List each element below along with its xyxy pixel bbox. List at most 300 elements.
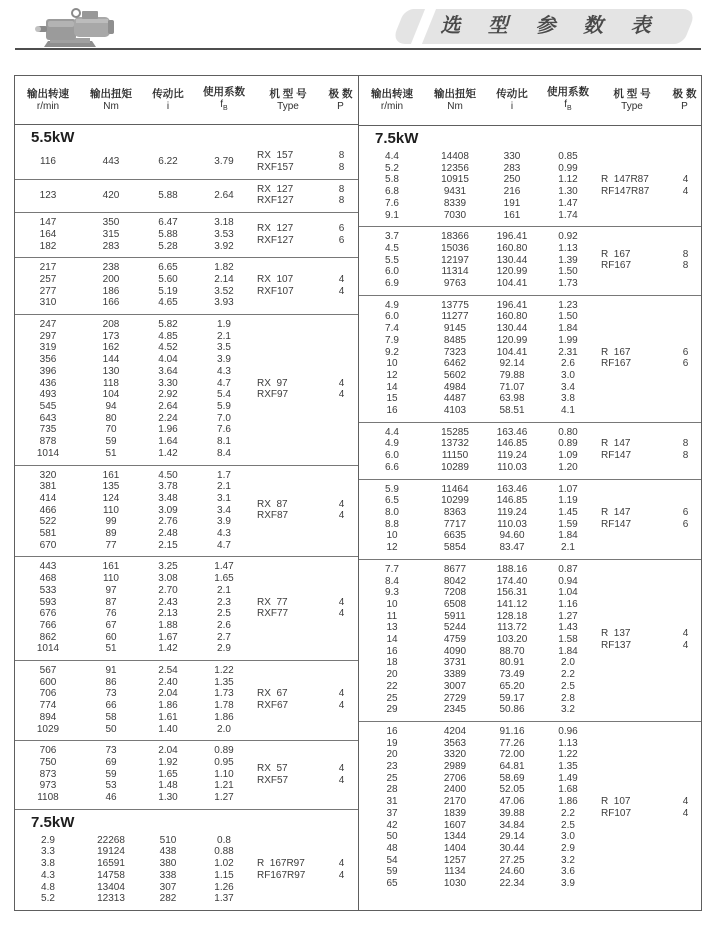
table-row [15, 643, 253, 655]
ratio-group [15, 257, 358, 314]
output-speed-value: 7.6 [385, 197, 399, 209]
output-speed-value: 23 [386, 761, 398, 773]
pole-count: 6 [682, 506, 689, 518]
model-row [253, 608, 359, 620]
output-speed-value: 59 [386, 866, 398, 878]
output-speed-value: 6.8 [385, 186, 399, 198]
output-speed-value: 545 [39, 400, 57, 412]
table-row [15, 413, 253, 425]
table-row [15, 389, 253, 401]
ratio-value: 1.86 [158, 700, 178, 712]
output-torque-value: 50 [105, 723, 117, 735]
output-speed-value: 50 [386, 831, 398, 843]
service-factor-value: 1.49 [558, 772, 578, 784]
output-torque-value: 7208 [443, 587, 467, 599]
ratio-value: 6.65 [158, 262, 178, 274]
service-factor-value: 3.1 [217, 492, 231, 504]
model-type: RXF87 [257, 510, 289, 522]
model-type: RXF157 [257, 162, 294, 174]
pole-count: 8 [682, 438, 689, 450]
group-data-rows [15, 156, 253, 168]
ratio-value: 3.48 [158, 492, 178, 504]
table-row [359, 507, 597, 519]
table-row [15, 493, 253, 505]
service-factor-value: 1.27 [214, 792, 234, 804]
model-type: R 147 [601, 506, 631, 518]
table-row [15, 366, 253, 378]
ratio-value: 2.76 [158, 516, 178, 528]
output-speed-value: 4.3 [41, 869, 55, 881]
table-row [15, 712, 253, 724]
output-speed-value: 5.9 [385, 483, 399, 495]
pole-count: 8 [682, 450, 689, 462]
model-type: RX 97 [257, 377, 288, 389]
output-speed-value: 13 [386, 622, 398, 634]
table-row [359, 438, 597, 450]
output-torque-value: 162 [102, 342, 120, 354]
service-factor-value: 1.50 [558, 266, 578, 278]
service-factor-value: 2.6 [561, 358, 575, 370]
pole-count: 4 [338, 510, 345, 522]
model-type: RF147 [601, 518, 632, 530]
output-torque-value: 283 [102, 240, 120, 252]
table-row [15, 528, 253, 540]
ratio-value: 141.12 [496, 598, 528, 610]
ratio-value: 4.52 [158, 342, 178, 354]
pole-count: 6 [682, 346, 689, 358]
output-torque-value: 10289 [441, 461, 469, 473]
table-row [359, 634, 597, 646]
group-data-rows [359, 231, 597, 290]
service-factor-value: 1.30 [558, 186, 578, 198]
service-factor-value: 0.94 [558, 575, 578, 587]
table-row [359, 393, 597, 405]
ratio-value: 2.15 [158, 539, 178, 551]
table-row [359, 323, 597, 335]
service-factor-value: 3.8 [561, 393, 575, 405]
ratio-value: 130.44 [496, 323, 528, 335]
service-factor-value: 1.19 [558, 495, 578, 507]
ratio-value: 64.81 [499, 761, 525, 773]
output-speed-value: 3.8 [41, 858, 55, 870]
table-row [359, 495, 597, 507]
table-row [15, 792, 253, 804]
ratio-value: 163.46 [496, 426, 528, 438]
group-models [597, 507, 702, 530]
pole-count: 4 [682, 796, 689, 808]
table-row [15, 585, 253, 597]
output-speed-value: 16 [386, 645, 398, 657]
service-factor-value: 7.0 [217, 412, 231, 424]
pole-count: 4 [338, 389, 345, 401]
service-factor-value: 1.13 [558, 242, 578, 254]
model-row [253, 775, 359, 787]
service-factor-value: 2.9 [561, 842, 575, 854]
ratio-value: 160.80 [496, 311, 528, 323]
service-factor-value: 3.93 [214, 297, 234, 309]
group-models [253, 223, 359, 246]
service-factor-value: 1.86 [558, 796, 578, 808]
ratio-value: 52.05 [499, 784, 525, 796]
ratio-value: 1.92 [158, 756, 178, 768]
group-models [253, 858, 359, 881]
output-torque-value: 53 [105, 780, 117, 792]
output-torque-value: 2170 [443, 796, 467, 808]
table-row [359, 335, 597, 347]
model-row [253, 150, 359, 162]
ratio-value: 104.41 [496, 346, 528, 358]
output-torque-value: 15036 [441, 242, 469, 254]
output-torque-value: 2706 [443, 772, 467, 784]
ratio-value: 113.72 [497, 622, 527, 634]
service-factor-value: 0.8 [217, 834, 231, 846]
output-speed-value: 706 [39, 688, 57, 700]
ratio-value: 27.25 [499, 854, 525, 866]
ratio-value: 6.22 [158, 156, 178, 168]
service-factor-value: 1.84 [558, 323, 578, 335]
model-type: R 107 [601, 796, 631, 808]
output-torque-value: 1257 [443, 854, 467, 866]
table-row [359, 484, 597, 496]
table-row [359, 542, 597, 554]
output-torque-value: 8485 [443, 334, 467, 346]
output-speed-value: 18 [386, 657, 398, 669]
output-torque-value: 6508 [443, 598, 467, 610]
output-torque-value: 10915 [441, 174, 469, 186]
pole-count: 4 [682, 807, 689, 819]
table-row [359, 311, 597, 323]
output-torque-value: 13775 [441, 299, 469, 311]
ratio-value: 1.42 [158, 643, 178, 655]
ratio-value: 3.30 [158, 377, 178, 389]
ratio-value: 22.34 [499, 878, 525, 890]
output-speed-value: 20 [386, 669, 398, 681]
output-speed-value: 676 [39, 608, 57, 620]
table-row [359, 784, 597, 796]
col-poles: 极 数 P [328, 87, 353, 112]
output-speed-value: 5.2 [385, 162, 399, 174]
table-row [359, 278, 597, 290]
table-row [15, 319, 253, 331]
ratio-group [15, 831, 358, 910]
ratio-group [15, 465, 358, 557]
table-row [359, 599, 597, 611]
ratio-value: 307 [159, 881, 177, 893]
output-torque-value: 2729 [443, 692, 467, 704]
output-torque-value: 46 [105, 792, 117, 804]
service-factor-value: 2.1 [217, 481, 231, 493]
output-torque-value: 161 [102, 469, 120, 481]
output-torque-value: 87 [105, 596, 117, 608]
service-factor-value: 1.27 [558, 610, 578, 622]
col-output-torque: 输出扭矩 Nm [434, 88, 476, 112]
table-row [15, 297, 253, 309]
output-speed-value: 37 [386, 807, 398, 819]
service-factor-value: 1.65 [214, 573, 234, 585]
output-torque-value: 51 [105, 447, 117, 459]
output-torque-value: 3563 [443, 737, 467, 749]
service-factor-value: 2.2 [561, 669, 575, 681]
pole-count: 4 [338, 869, 345, 881]
output-torque-value: 9763 [443, 278, 467, 290]
output-torque-value: 11314 [441, 266, 469, 278]
service-factor-value: 1.39 [558, 254, 578, 266]
output-torque-value: 8363 [443, 506, 467, 518]
table-row [359, 382, 597, 394]
service-factor-value: 1.99 [558, 334, 578, 346]
service-factor-value: 5.4 [217, 389, 231, 401]
output-speed-value: 862 [39, 631, 57, 643]
model-row [253, 510, 359, 522]
ratio-value: 2.92 [158, 389, 178, 401]
pole-count: 4 [682, 186, 689, 198]
output-torque-value: 9145 [443, 323, 467, 335]
table-row [15, 229, 253, 241]
ratio-group [15, 556, 358, 660]
output-torque-value: 1344 [443, 831, 467, 843]
output-speed-value: 894 [39, 711, 57, 723]
group-data-rows [359, 300, 597, 417]
group-data-rows [359, 564, 597, 716]
service-factor-value: 3.79 [214, 156, 234, 168]
output-speed-value: 4.4 [385, 151, 399, 162]
output-torque-value: 124 [102, 492, 120, 504]
output-torque-value: 443 [102, 156, 120, 168]
output-speed-value: 436 [39, 377, 57, 389]
ratio-value: 163.46 [496, 483, 528, 495]
col-output-speed: 输出转速 r/min [27, 87, 69, 112]
output-speed-value: 567 [39, 665, 57, 677]
group-models [253, 150, 359, 173]
ratio-value: 104.41 [496, 278, 528, 290]
ratio-value: 65.20 [499, 680, 525, 692]
ratio-value: 88.70 [499, 645, 525, 657]
model-type: RXF127 [257, 234, 294, 246]
model-type: RX 77 [257, 596, 288, 608]
output-speed-value: 466 [39, 504, 57, 516]
table-body-right [359, 126, 701, 910]
service-factor-value: 1.50 [558, 311, 578, 323]
pole-count: 8 [338, 162, 345, 174]
table-row [15, 262, 253, 274]
ratio-value: 63.98 [499, 393, 525, 405]
output-torque-value: 1404 [443, 842, 467, 854]
output-speed-value: 735 [39, 424, 57, 436]
model-row [597, 174, 702, 186]
output-speed-value: 277 [39, 285, 57, 297]
ratio-value: 380 [159, 858, 177, 870]
ratio-value: 4.50 [158, 469, 178, 481]
output-speed-value: 25 [386, 692, 398, 704]
ratio-value: 130.44 [496, 254, 528, 266]
service-factor-value: 1.73 [558, 278, 578, 290]
model-row [253, 499, 359, 511]
output-torque-value: 173 [102, 330, 120, 342]
output-speed-value: 310 [39, 297, 57, 309]
model-row [597, 260, 702, 272]
group-data-rows [359, 484, 597, 554]
output-speed-value: 6.5 [385, 495, 399, 507]
output-speed-value: 973 [39, 780, 57, 792]
output-torque-value: 161 [102, 561, 120, 573]
service-factor-value: 1.84 [558, 645, 578, 657]
output-torque-value: 1134 [444, 866, 466, 878]
table-row [359, 370, 597, 382]
output-torque-value: 80 [105, 412, 117, 424]
service-factor-value: 1.58 [558, 634, 578, 646]
ratio-value: 39.88 [499, 807, 525, 819]
model-row [597, 808, 702, 820]
service-factor-value: 3.2 [561, 704, 575, 716]
ratio-value: 110.03 [497, 461, 527, 473]
column-header-left [15, 76, 358, 125]
ratio-group [15, 146, 358, 178]
service-factor-value: 3.6 [561, 866, 575, 878]
output-speed-value: 19 [386, 737, 398, 749]
service-factor-value: 2.8 [561, 692, 575, 704]
output-torque-value: 89 [105, 528, 117, 540]
output-speed-value: 6.9 [385, 278, 399, 290]
service-factor-value: 1.9 [217, 319, 231, 331]
model-type: RX 107 [257, 273, 294, 285]
model-row [597, 438, 702, 450]
ratio-value: 196.41 [496, 299, 528, 311]
group-models [253, 499, 359, 522]
output-torque-value: 60 [105, 631, 117, 643]
output-speed-value: 12 [386, 369, 398, 381]
output-speed-value: 297 [39, 330, 57, 342]
table-row [359, 866, 597, 878]
pole-count: 8 [338, 183, 345, 195]
table-row [15, 481, 253, 493]
model-row [597, 347, 702, 359]
output-torque-value: 5854 [443, 542, 467, 554]
pole-count: 4 [338, 858, 345, 870]
ratio-value: 50.86 [499, 704, 525, 716]
ratio-value: 250 [503, 174, 521, 186]
table-row [359, 151, 597, 163]
group-data-rows [15, 470, 253, 552]
pole-count: 4 [338, 377, 345, 389]
group-models [253, 274, 359, 297]
service-factor-value: 1.84 [558, 530, 578, 542]
service-factor-value: 3.2 [561, 854, 575, 866]
ratio-value: 330 [503, 151, 521, 162]
table-row [359, 587, 597, 599]
output-torque-value: 144 [102, 354, 120, 366]
model-row [253, 858, 359, 870]
output-speed-value: 750 [39, 756, 57, 768]
pole-count: 4 [338, 285, 345, 297]
pole-count: 4 [338, 774, 345, 786]
service-factor-value: 0.89 [214, 745, 234, 757]
output-speed-value: 468 [39, 573, 57, 585]
ratio-group [15, 179, 358, 212]
service-factor-value: 1.68 [558, 784, 578, 796]
pole-count: 4 [338, 762, 345, 774]
pole-count: 8 [338, 195, 345, 207]
output-torque-value: 130 [102, 365, 120, 377]
table-row [359, 820, 597, 832]
service-factor-value: 1.43 [558, 622, 578, 634]
model-type: R 167 [601, 248, 631, 260]
output-speed-value: 493 [39, 389, 57, 401]
table-row [15, 835, 253, 847]
ratio-value: 94.60 [499, 530, 525, 542]
table-row [15, 331, 253, 343]
model-row [253, 763, 359, 775]
col-service-factor: 使用系数 $f_B$ [203, 85, 245, 112]
col-ratio: 传动比 i [496, 88, 528, 112]
col-poles: 极 数 P [672, 88, 697, 112]
output-speed-value: 4.8 [41, 881, 55, 893]
output-torque-value: 67 [105, 619, 117, 631]
output-torque-value: 14408 [441, 151, 469, 162]
model-row [253, 870, 359, 882]
model-type: RX 127 [257, 222, 294, 234]
selection-parameter-table [14, 75, 702, 911]
table-row [15, 597, 253, 609]
model-row [597, 519, 702, 531]
ratio-value: 3.78 [158, 481, 178, 493]
ratio-value: 120.99 [496, 266, 528, 278]
output-torque-value: 350 [102, 217, 120, 229]
model-type: RF147R87 [601, 186, 650, 198]
table-body-left [15, 125, 358, 910]
output-torque-value: 4103 [443, 405, 467, 417]
model-row [597, 628, 702, 640]
output-torque-value: 70 [105, 424, 117, 436]
output-speed-value: 257 [39, 273, 57, 285]
table-row [359, 693, 597, 705]
ratio-value: 2.13 [158, 608, 178, 620]
service-factor-value: 1.35 [558, 761, 578, 773]
service-factor-value: 1.20 [558, 461, 578, 473]
output-speed-value: 643 [39, 412, 57, 424]
output-speed-value: 247 [39, 319, 57, 331]
model-row [253, 700, 359, 712]
ratio-value: 80.91 [499, 657, 525, 669]
group-data-rows [15, 190, 253, 202]
output-speed-value: 873 [39, 768, 57, 780]
output-speed-value: 16 [386, 725, 398, 737]
service-factor-value: 1.22 [214, 665, 234, 677]
ratio-value: 1.67 [158, 631, 178, 643]
table-row [359, 773, 597, 785]
ratio-value: 24.60 [499, 866, 525, 878]
pole-count: 6 [338, 234, 345, 246]
service-factor-value: 2.0 [561, 657, 575, 669]
page-title: 选 型 参 数 表 [440, 15, 662, 37]
output-torque-value: 6635 [443, 530, 467, 542]
output-speed-value: 25 [386, 772, 398, 784]
ratio-value: 4.85 [158, 330, 178, 342]
ratio-value: 119.24 [497, 506, 527, 518]
output-torque-value: 11277 [441, 311, 469, 323]
output-speed-value: 443 [39, 561, 57, 573]
output-torque-value: 13404 [97, 881, 125, 893]
group-models [253, 688, 359, 711]
ratio-value: 1.88 [158, 619, 178, 631]
model-type: R 137 [601, 628, 631, 640]
output-torque-value: 2989 [443, 761, 467, 773]
output-speed-value: 10 [386, 358, 398, 370]
table-row [15, 632, 253, 644]
group-models [597, 347, 702, 370]
table-row [15, 424, 253, 436]
output-speed-value: 5.2 [41, 893, 55, 905]
model-row [253, 195, 359, 207]
